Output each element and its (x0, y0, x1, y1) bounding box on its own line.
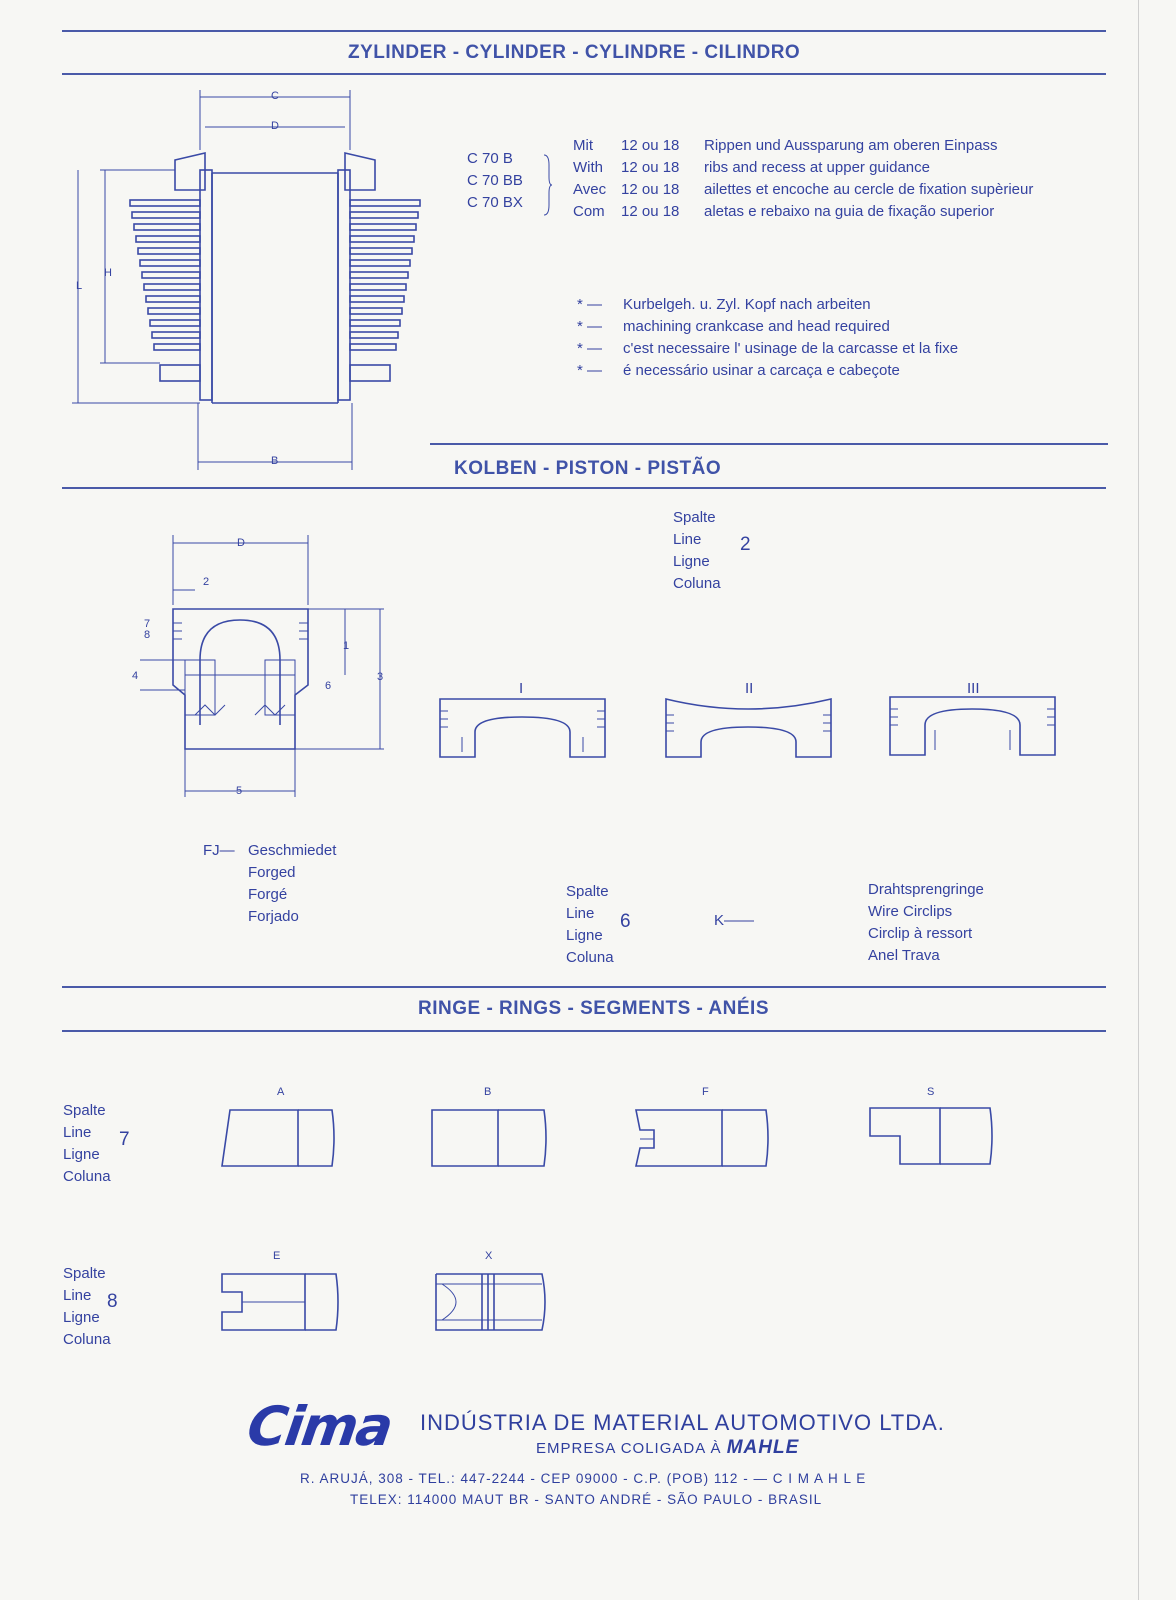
cylinder-counts (621, 135, 679, 223)
description-item: ailettes et encoche au cercle de fixation supèrieur (704, 181, 1034, 198)
piston-dim-3: 3 (377, 671, 384, 683)
note-marker: * — (577, 340, 603, 357)
ring-type-f-label: F (702, 1086, 709, 1098)
address-line: R. ARUJÁ, 308 - TEL.: 447-2244 - CEP 09000 - C.P. (POB) 112 - — C I M A H L E (300, 1471, 867, 1486)
dim-h-label: H (104, 267, 112, 279)
piston-type-3-label: III (967, 680, 980, 697)
forged-item: Forgé (248, 886, 288, 903)
note-item: c'est necessaire l' usinage de la carcasse et la fixe (623, 340, 959, 357)
piston-drawing (140, 535, 380, 805)
note-marker: * — (577, 296, 603, 313)
cylinder-descriptions (704, 135, 1033, 223)
circlip-item: Circlip à ressort (868, 925, 973, 942)
rings-row1-number: 7 (119, 1129, 130, 1150)
ring-type-a-drawing (220, 1108, 340, 1168)
column-label: Spalte (63, 1265, 106, 1282)
note-marker: * — (577, 362, 603, 379)
lang-item: With (573, 159, 603, 176)
lang-item: Mit (573, 137, 593, 154)
rings-row2-labels (63, 1263, 111, 1351)
forged-item: Forjado (248, 908, 299, 925)
piston-column-number-bottom: 6 (620, 911, 631, 932)
model-item: C 70 B (467, 150, 513, 167)
ring-type-b-label: B (484, 1086, 492, 1098)
dim-l-label: L (76, 280, 83, 292)
column-label: Line (63, 1287, 92, 1304)
note-item: machining crankcase and head required (623, 318, 890, 335)
rings-top-rule (62, 986, 1106, 988)
rings-row2-number: 8 (107, 1291, 118, 1312)
piston-type-1-label: I (519, 680, 524, 697)
dim-c-label: C (271, 90, 279, 102)
top-rule (62, 30, 1106, 32)
ring-type-x-label: X (485, 1250, 493, 1262)
piston-dim-8: 8 (144, 629, 151, 641)
piston-dim-4: 4 (132, 670, 139, 682)
column-label: Ligne (566, 927, 603, 944)
description-item: Rippen und Aussparung am oberen Einpass (704, 137, 998, 154)
forged-code: FJ— (203, 842, 235, 859)
model-item: C 70 BX (467, 194, 523, 211)
k-label: K—— (714, 912, 755, 929)
column-label: Ligne (63, 1309, 100, 1326)
column-label: Coluna (63, 1168, 111, 1185)
column-label: Spalte (566, 883, 609, 900)
piston-dim-6: 6 (325, 680, 332, 692)
mahle-brand: MAHLE (726, 1437, 800, 1458)
forged-item: Geschmiedet (248, 842, 337, 859)
column-label: Line (566, 905, 595, 922)
count-item: 12 ou 18 (621, 159, 680, 176)
telex-line: TELEX: 114000 MAUT BR - SANTO ANDRÉ - SÃO PAULO - BRASIL (350, 1492, 823, 1507)
rings-heading: RINGE - RINGS - SEGMENTS - ANÉIS (418, 998, 769, 1019)
circlip-item: Anel Trava (868, 947, 940, 964)
piston-type-1-drawing (440, 697, 610, 759)
column-label: Ligne (673, 553, 710, 570)
ring-type-x-drawing (430, 1272, 555, 1332)
piston-top-rule (430, 443, 1108, 445)
piston-type-2-label: II (745, 680, 754, 697)
circlip-item: Drahtsprengringe (868, 881, 984, 898)
cylinder-langs (573, 135, 606, 223)
count-item: 12 ou 18 (621, 203, 680, 220)
column-label: Spalte (63, 1102, 106, 1119)
column-label: Spalte (673, 509, 716, 526)
column-label: Line (63, 1124, 92, 1141)
piston-column-labels-bottom (566, 881, 614, 969)
note-item: é necessário usinar a carcaça e cabeçote (623, 362, 900, 379)
description-item: aletas e rebaixo na guia de fixação superior (704, 203, 995, 220)
rings-heading-rule (62, 1030, 1106, 1032)
cylinder-notes (623, 294, 958, 382)
column-label: Coluna (566, 949, 614, 966)
model-item: C 70 BB (467, 172, 523, 189)
ring-type-s-drawing (868, 1106, 998, 1166)
column-label: Line (673, 531, 702, 548)
company-name: INDÚSTRIA DE MATERIAL AUTOMOTIVO LTDA. (420, 1410, 945, 1435)
cylinder-drawing (60, 85, 480, 485)
note-item: Kurbelgeh. u. Zyl. Kopf nach arbeiten (623, 296, 871, 313)
lang-item: Avec (573, 181, 607, 198)
piston-heading-rule (62, 487, 1106, 489)
circlip-item: Wire Circlips (868, 903, 953, 920)
ring-type-e-label: E (273, 1250, 281, 1262)
cima-logo: Cima (243, 1395, 396, 1458)
piston-dim-d: D (237, 537, 245, 549)
dim-b-label: B (271, 455, 279, 467)
piston-dim-1: 1 (343, 640, 350, 652)
piston-heading: KOLBEN - PISTON - PISTÃO (454, 458, 722, 479)
ring-type-b-drawing (430, 1108, 550, 1168)
coligada-prefix: EMPRESA COLIGADA À (536, 1440, 722, 1457)
piston-type-2-drawing (666, 697, 836, 759)
ring-type-a-label: A (277, 1086, 285, 1098)
piston-type-3-drawing (890, 695, 1060, 757)
note-marker: * — (577, 318, 603, 335)
page-edge (1138, 0, 1139, 1600)
dim-d-label: D (271, 120, 279, 132)
piston-dim-5: 5 (236, 785, 243, 797)
ring-type-s-label: S (927, 1086, 935, 1098)
column-label: Ligne (63, 1146, 100, 1163)
piston-column-number-top: 2 (740, 534, 751, 555)
piston-column-labels-top (673, 507, 721, 595)
cylinder-heading: ZYLINDER - CYLINDER - CYLINDRE - CILINDRO (348, 42, 801, 63)
description-item: ribs and recess at upper guidance (704, 159, 930, 176)
forged-item: Forged (248, 864, 296, 881)
count-item: 12 ou 18 (621, 181, 680, 198)
note-markers (577, 294, 602, 382)
piston-dim-7: 7 (144, 618, 151, 630)
lang-item: Com (573, 203, 605, 220)
cylinder-models (467, 148, 523, 214)
ring-type-f-drawing (634, 1108, 779, 1168)
coligada-line (536, 1437, 799, 1459)
cylinder-heading-rule (62, 73, 1106, 75)
circlips-list (868, 879, 984, 967)
ring-type-e-drawing (220, 1272, 350, 1332)
column-label: Coluna (673, 575, 721, 592)
models-brace (542, 155, 552, 215)
count-item: 12 ou 18 (621, 137, 680, 154)
forged-list (248, 840, 336, 928)
piston-dim-2: 2 (203, 576, 210, 588)
column-label: Coluna (63, 1331, 111, 1348)
rings-row1-labels (63, 1100, 111, 1188)
